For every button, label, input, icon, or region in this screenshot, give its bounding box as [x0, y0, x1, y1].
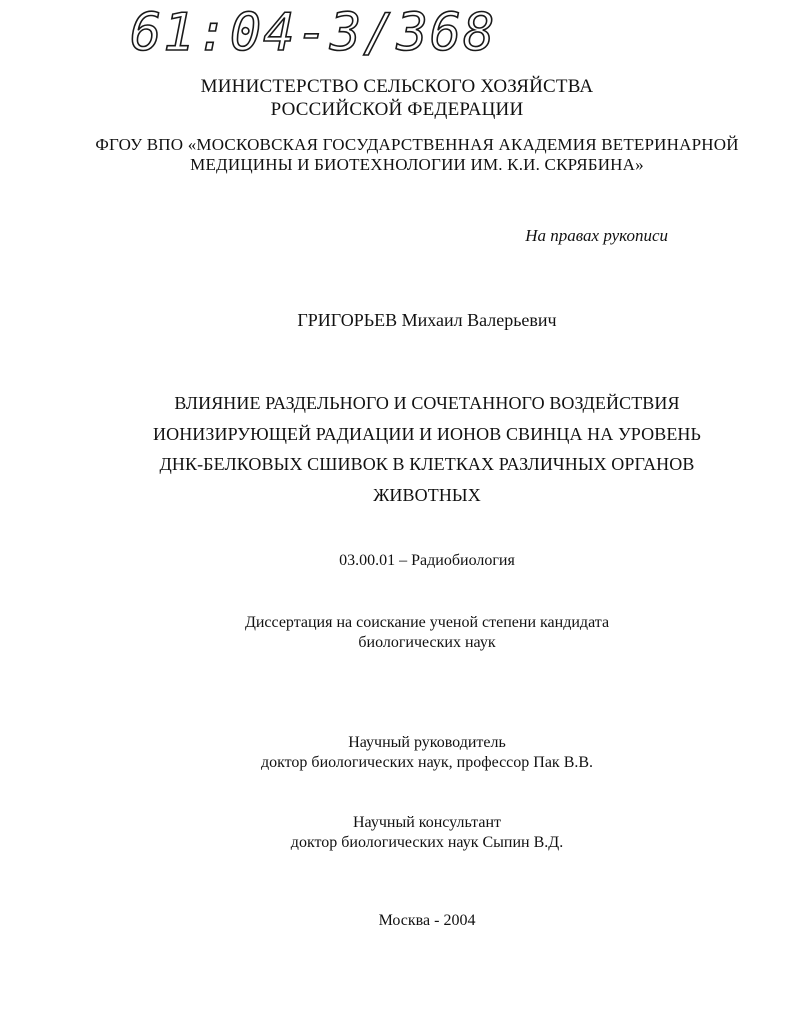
- scientific-supervisor: [30, 733, 794, 773]
- ministry-line-2: РОССИЙСКОЙ ФЕДЕРАЦИИ: [270, 99, 524, 120]
- title-line-1: ВЛИЯНИЕ РАЗДЕЛЬНОГО И СОЧЕТАННОГО ВОЗДЕЙСТВИЯ: [174, 393, 680, 413]
- academy-line-1: ФГОУ ВПО «МОСКОВСКАЯ ГОСУДАРСТВЕННАЯ АКАДЕМИЯ ВЕТЕРИНАРНОЙ: [95, 135, 739, 154]
- manuscript-rights-note: На правах рукописи: [525, 226, 668, 245]
- handwritten-archive-code: [120, 2, 500, 60]
- ministry-line-1: МИНИСТЕРСТВО СЕЛЬСКОГО ХОЗЯЙСТВА: [200, 76, 594, 97]
- city-and-year: Москва - 2004: [378, 912, 476, 929]
- title-line-3: ДНК-БЕЛКОВЫХ СШИВОК В КЛЕТКАХ РАЗЛИЧНЫХ ОРГАНОВ: [159, 454, 695, 474]
- degree-line-1: Диссертация на соискание ученой степени кандидата: [244, 614, 610, 631]
- degree-statement: [30, 613, 794, 653]
- dissertation-title: [30, 388, 794, 510]
- specialty-code: 03.00.01 – Радиобиология: [339, 552, 515, 569]
- title-line-2: ИОНИЗИРУЮЩЕЙ РАДИАЦИИ И ИОНОВ СВИНЦА НА УРОВЕНЬ: [153, 423, 701, 444]
- degree-line-2: биологических наук: [358, 634, 496, 651]
- author-name: ГРИГОРЬЕВ Михаил Валерьевич: [297, 310, 557, 330]
- academy-line-2: МЕДИЦИНЫ И БИОТЕХНОЛОГИИ ИМ. К.И. СКРЯБИНА»: [190, 155, 644, 174]
- scientific-consultant: [30, 813, 794, 853]
- consultant-label: Научный консультант: [353, 814, 501, 831]
- supervisor-name: доктор биологических наук, профессор Пак В.В.: [260, 754, 594, 771]
- title-line-4: ЖИВОТНЫХ: [373, 484, 481, 505]
- consultant-name: доктор биологических наук Сыпин В.Д.: [290, 834, 564, 851]
- handwritten-code-text: 61:04-3/368: [130, 3, 497, 60]
- ministry-header: [0, 75, 794, 121]
- academy-header: [40, 135, 794, 175]
- supervisor-label: Научный руководитель: [348, 734, 506, 751]
